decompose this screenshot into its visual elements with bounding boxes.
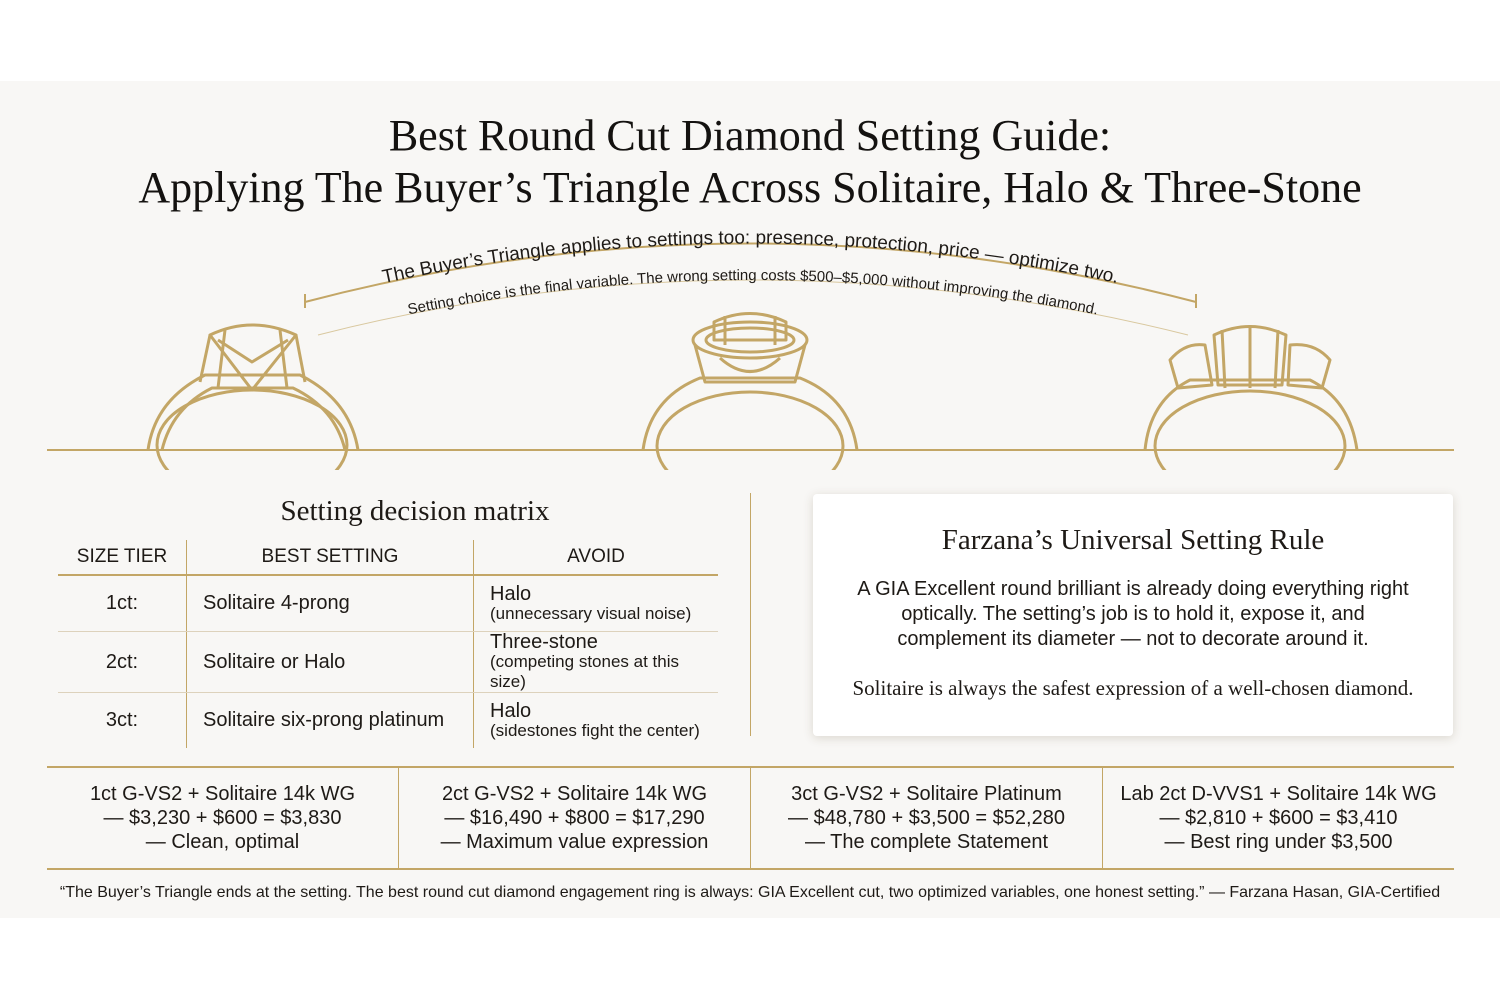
matrix-table: [58, 540, 718, 748]
header-size-tier: SIZE TIER: [58, 540, 187, 575]
combo-verdict: — Clean, optimal: [145, 831, 300, 853]
rule-title: Farzana’s Universal Setting Rule: [941, 524, 1325, 556]
best-setting-cell: Solitaire six-prong platinum: [187, 693, 474, 749]
table-row: [58, 693, 718, 749]
setting-decision-matrix: [58, 540, 718, 748]
combo-verdict: — Maximum value expression: [440, 831, 709, 853]
matrix-title: Setting decision matrix: [280, 495, 550, 527]
three-stone-ring-icon: [1145, 325, 1357, 470]
avoid-reason: (competing stones at this size): [490, 652, 679, 691]
avoid-setting: Halo: [490, 699, 532, 722]
size-tier-cell: 1ct:: [58, 575, 187, 632]
combo-spec: Lab 2ct D-VVS1 + Solitaire 14k WG: [1120, 783, 1437, 805]
combo-price: — $3,230 + $600 = $3,830: [103, 807, 342, 829]
best-setting-cell: Solitaire 4-prong: [187, 575, 474, 632]
combo-price: — $16,490 + $800 = $17,290: [444, 807, 705, 829]
table-row: [58, 575, 718, 632]
price-combinations: [47, 766, 1454, 870]
combo-price: — $2,810 + $600 = $3,410: [1159, 807, 1398, 829]
combo-spec: 3ct G-VS2 + Solitaire Platinum: [791, 783, 1062, 805]
solitaire-ring-icon: [148, 325, 358, 470]
arc-subline: Setting choice is the final variable. The wrong setting costs $500–$5,000 without improving the diamond.: [406, 266, 1100, 319]
combo-item: [47, 768, 399, 868]
combo-spec: 1ct G-VS2 + Solitaire 14k WG: [89, 783, 356, 805]
combo-item: [751, 768, 1103, 868]
closing-quote: “The Buyer’s Triangle ends at the setting. The best round cut diamond engagement ring is always: GIA Excellent cut, two optimized variables, one honest setting.” — Farzana Hasan, GIA-Certified: [59, 884, 1441, 901]
halo-ring-icon: [643, 314, 857, 471]
avoid-cell: [474, 632, 719, 693]
header-best-setting: BEST SETTING: [187, 540, 474, 575]
size-tier-cell: 3ct:: [58, 693, 187, 749]
avoid-setting: Halo: [490, 582, 532, 605]
universal-setting-rule-card: [813, 494, 1453, 736]
title-line-2: Applying The Buyer’s Triangle Across Solitaire, Halo & Three-Stone: [138, 163, 1362, 212]
combo-price: — $48,780 + $3,500 = $52,280: [788, 807, 1065, 829]
avoid-setting: Three-stone: [490, 631, 598, 653]
best-setting-cell: Solitaire or Halo: [187, 632, 474, 693]
combo-item: [1103, 768, 1454, 868]
rule-body: A GIA Excellent round brilliant is already doing everything right optically. The setting’s job is to hold it, expose it, and complement its diameter — not to decorate around it.: [857, 578, 1409, 650]
title-line-1: Best Round Cut Diamond Setting Guide:: [388, 111, 1112, 160]
combo-spec: 2ct G-VS2 + Solitaire 14k WG: [441, 783, 708, 805]
section-divider: [750, 493, 751, 736]
matrix-header-row: [58, 540, 718, 575]
header-avoid: AVOID: [474, 540, 719, 575]
avoid-reason: (sidestones fight the center): [490, 720, 700, 740]
avoid-cell: [474, 575, 719, 632]
size-tier-cell: 2ct:: [58, 632, 187, 693]
table-row: [58, 632, 718, 693]
combo-verdict: — The complete Statement: [804, 831, 1049, 853]
arc-headline: The Buyer’s Triangle applies to settings too: presence, protection, price — optimize two.: [380, 227, 1121, 289]
combo-item: [399, 768, 751, 868]
combo-verdict: — Best ring under $3,500: [1164, 831, 1393, 853]
rule-closing: Solitaire is always the safest expression of a well-chosen diamond.: [852, 676, 1414, 700]
avoid-cell: [474, 693, 719, 749]
avoid-reason: (unnecessary visual noise): [490, 603, 692, 623]
rings-illustration: [0, 0, 1500, 470]
